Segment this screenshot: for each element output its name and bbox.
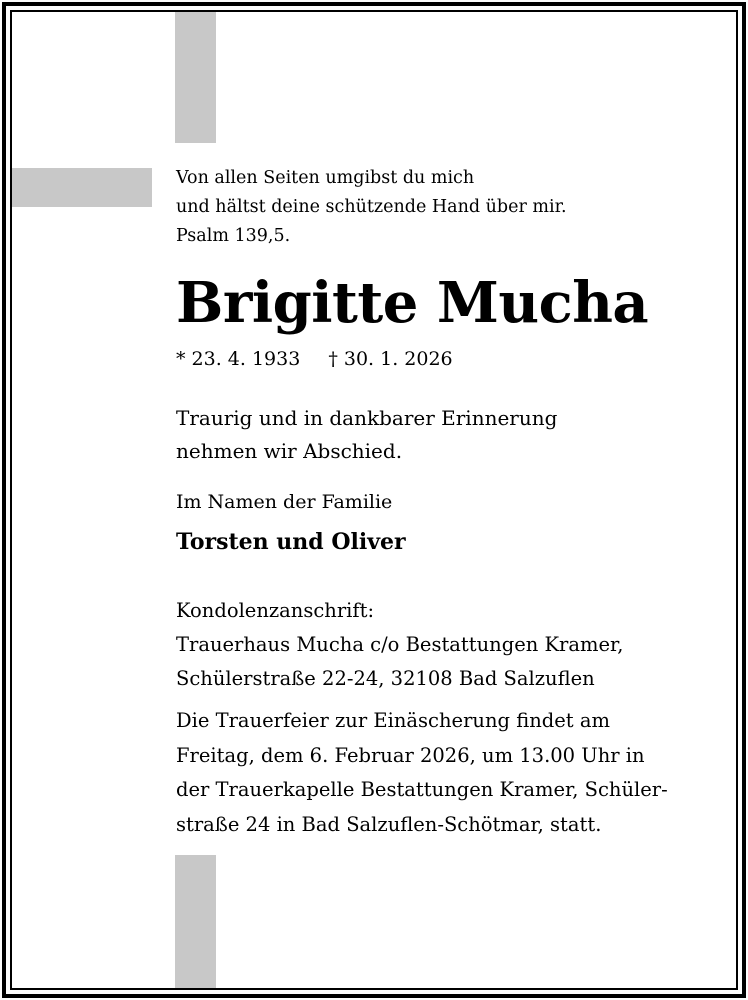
death-date: † 30. 1. 2026 — [328, 348, 453, 370]
ceremony-notice — [176, 704, 668, 842]
condolence-heading: Kondolenzanschrift: — [176, 599, 375, 622]
deceased-name: Brigitte Mucha — [176, 270, 649, 336]
cross-top-bar — [175, 12, 216, 143]
ceremony-line: der Trauerkapelle Bestattungen Kramer, Schüler- — [176, 778, 668, 801]
psalm-line: Von allen Seiten umgibst du mich — [176, 168, 475, 188]
psalm-reference: Psalm 139,5. — [176, 226, 291, 246]
psalm-line: und hältst deine schützende Hand über mir. — [176, 197, 567, 217]
cross-bottom-bar — [175, 855, 216, 988]
condolence-line: Trauerhaus Mucha c/o Bestattungen Kramer, — [176, 633, 624, 656]
mourning-text — [176, 402, 557, 468]
mourning-line: Traurig und in dankbarer Erinnerung — [176, 406, 558, 430]
life-dates — [176, 344, 453, 374]
birth-date: * 23. 4. 1933 — [176, 348, 301, 370]
cross-left-bar — [12, 168, 152, 207]
family-intro: Im Namen der Familie — [176, 491, 393, 513]
condolence-line: Schülerstraße 22-24, 32108 Bad Salzuflen — [176, 667, 595, 690]
mourning-line: nehmen wir Abschied. — [176, 439, 403, 463]
ceremony-line: straße 24 in Bad Salzuflen-Schötmar, statt. — [176, 812, 602, 836]
family-names: Torsten und Oliver — [176, 529, 406, 555]
ceremony-line: Die Trauerfeier zur Einäscherung findet am — [176, 709, 610, 732]
psalm-quote — [176, 164, 567, 251]
ceremony-line: Freitag, dem 6. Februar 2026, um 13.00 Uhr in — [176, 743, 645, 767]
condolence-address — [176, 594, 623, 696]
